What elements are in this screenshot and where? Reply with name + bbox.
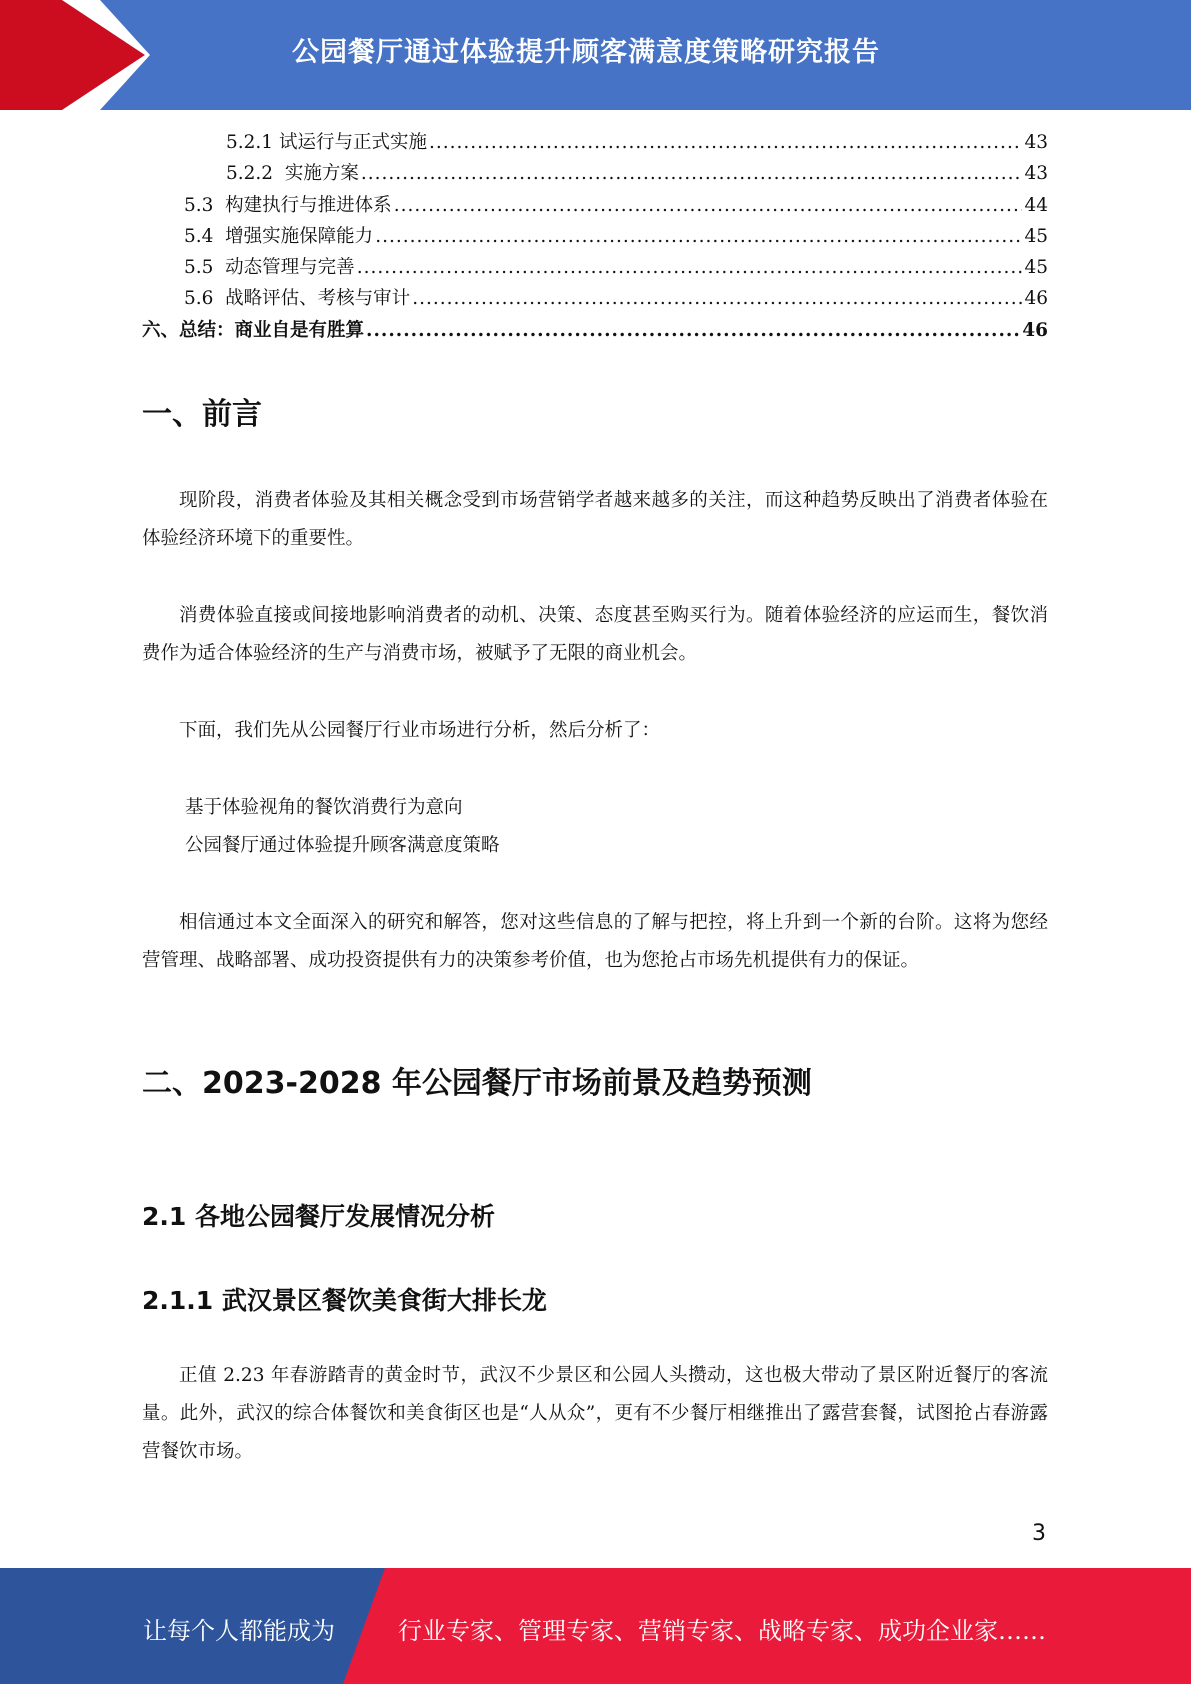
toc-leader-dots bbox=[394, 195, 1023, 216]
toc-entry-page: 43 bbox=[1024, 132, 1048, 153]
toc-entry[interactable] bbox=[142, 316, 1048, 347]
table-of-contents bbox=[142, 128, 1048, 347]
subsection-heading: 2.1.1 武汉景区餐饮美食街大排长龙 bbox=[142, 1286, 547, 1315]
toc-entry-page: 44 bbox=[1024, 194, 1048, 216]
toc-entry-page: 43 bbox=[1024, 163, 1048, 185]
paragraph: 正值 2.23 年春游踏青的黄金时节，武汉不少景区和公园人头攒动，这也极大带动了景区附近餐厅的客流量。此外，武汉的综合体餐饮和美食街区也是“人从众”，更有不少餐厅相继推出了露营套餐，试图抢占春游露营餐饮市场。 bbox=[142, 1365, 1048, 1462]
page-number: 3 bbox=[1032, 1521, 1046, 1546]
toc-leader-dots bbox=[361, 163, 1023, 184]
toc-entry[interactable] bbox=[142, 128, 1048, 159]
toc-entry-page: 46 bbox=[1024, 288, 1048, 310]
section-heading-preface: 一、前言 bbox=[142, 397, 262, 432]
toc-leader-dots bbox=[412, 288, 1022, 309]
toc-entry[interactable] bbox=[142, 222, 1048, 253]
toc-entry-page: 46 bbox=[1022, 319, 1048, 341]
toc-entry[interactable] bbox=[142, 191, 1048, 222]
toc-entry[interactable] bbox=[142, 253, 1048, 284]
footer-slogan-left: 让每个人都能成为 bbox=[143, 1617, 335, 1645]
footer-slogan-right: 行业专家、管理专家、营销专家、战略专家、成功企业家…… bbox=[398, 1617, 1046, 1645]
toc-entry-page: 45 bbox=[1024, 225, 1048, 247]
toc-entry-label: 5.2.2 实施方案 bbox=[226, 163, 359, 185]
page-footer bbox=[0, 1568, 1191, 1684]
toc-entry-label: 5.3 构建执行与推进体系 bbox=[184, 194, 392, 216]
toc-entry-label: 5.6 战略评估、考核与审计 bbox=[184, 288, 411, 310]
list-item: 公园餐厅通过体验提升顾客满意度策略 bbox=[185, 835, 500, 856]
toc-entry-label: 5.4 增强实施保障能力 bbox=[184, 225, 374, 247]
paragraph: 相信通过本文全面深入的研究和解答，您对这些信息的了解与把控，将上升到一个新的台阶。这将为您经营管理、战略部署、成功投资提供有力的决策参考价值，也为您抢占市场先机提供有力的保证。 bbox=[142, 912, 1048, 971]
paragraph: 现阶段，消费者体验及其相关概念受到市场营销学者越来越多的关注，而这种趋势反映出了消费者体验在体验经济环境下的重要性。 bbox=[142, 490, 1048, 549]
list-item: 基于体验视角的餐饮消费行为意向 bbox=[185, 797, 463, 818]
toc-entry-label: 5.2.1 试运行与正式实施 bbox=[226, 132, 427, 153]
toc-leader-dots bbox=[357, 257, 1023, 278]
header-title: 公园餐厅通过体验提升顾客满意度策略研究报告 bbox=[292, 37, 880, 68]
toc-leader-dots bbox=[429, 132, 1022, 153]
paragraph: 下面，我们先从公园餐厅行业市场进行分析，然后分析了： bbox=[179, 720, 661, 741]
subsection-heading: 2.1 各地公园餐厅发展情况分析 bbox=[142, 1202, 495, 1231]
toc-entry-page: 45 bbox=[1024, 257, 1048, 279]
toc-entry-label: 5.5 动态管理与完善 bbox=[184, 257, 355, 279]
toc-leader-dots bbox=[366, 320, 1020, 341]
paragraph: 消费体验直接或间接地影响消费者的动机、决策、态度甚至购买行为。随着体验经济的应运而生，餐饮消费作为适合体验经济的生产与消费市场，被赋予了无限的商业机会。 bbox=[142, 605, 1048, 664]
toc-leader-dots bbox=[375, 226, 1022, 247]
toc-entry-label: 六、总结：商业自是有胜算 bbox=[142, 319, 365, 341]
section-heading-market-outlook: 二、2023-2028 年公园餐厅市场前景及趋势预测 bbox=[142, 1066, 812, 1101]
page-header bbox=[0, 0, 1191, 110]
toc-entry[interactable] bbox=[142, 159, 1048, 190]
toc-entry[interactable] bbox=[142, 284, 1048, 315]
